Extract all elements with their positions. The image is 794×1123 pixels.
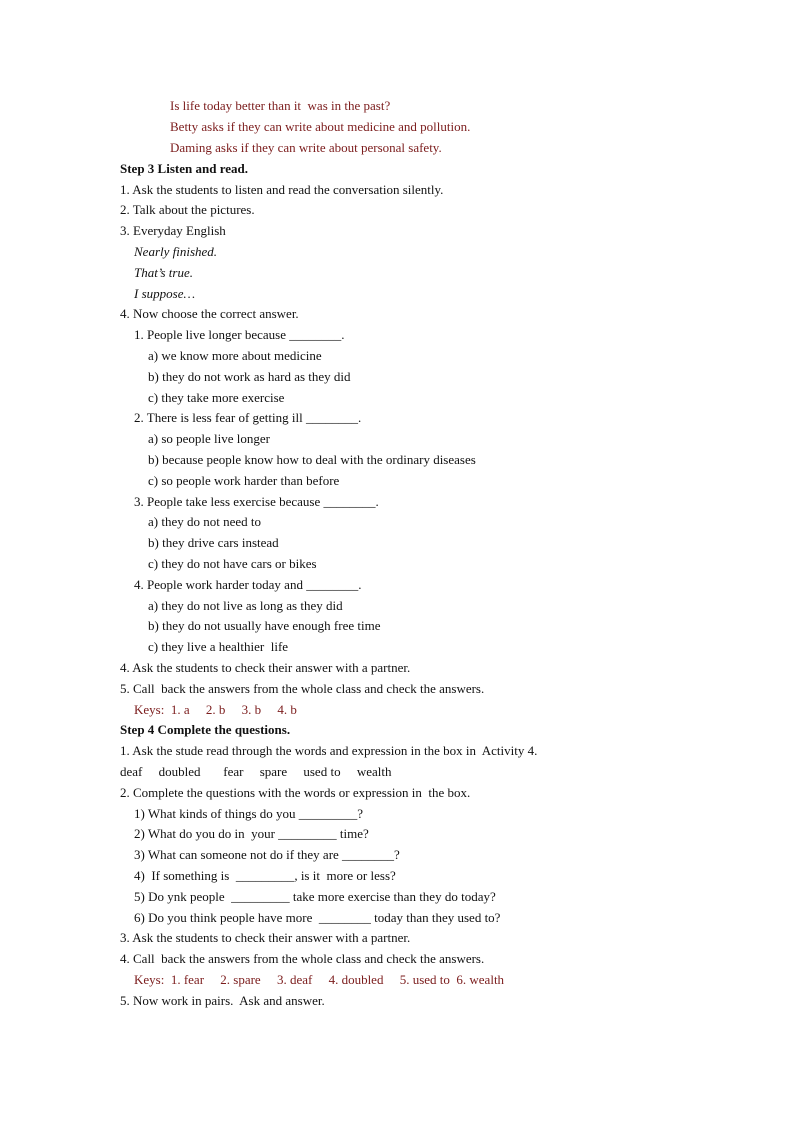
step-3-item-4b: 4. Ask the students to check their answer with a partner.	[120, 660, 411, 675]
question-1: 1. People live longer because ________.	[134, 327, 345, 342]
question-3-option-c: c) they do not have cars or bikes	[148, 556, 317, 571]
question-2-option-a: a) so people live longer	[148, 431, 271, 446]
question-4-option-a: a) they do not live as long as they did	[148, 598, 343, 613]
blank-question-5: 5) Do ynk people _________ take more exercise than they do today?	[134, 889, 496, 904]
step-4-item-1: 1. Ask the stude read through the words and expression in the box in Activity 4.	[120, 743, 538, 758]
question-4: 4. People work harder today and ________.	[134, 577, 362, 592]
everyday-english-1: Nearly finished.	[134, 244, 218, 259]
step-4-item-4: 4. Call back the answers from the whole class and check the answers.	[120, 951, 485, 966]
step-3-item-3: 3. Everyday English	[120, 223, 226, 238]
step-3-item-5: 5. Call back the answers from the whole class and check the answers.	[120, 681, 485, 696]
step-4-item-3: 3. Ask the students to check their answer with a partner.	[120, 930, 411, 945]
everyday-english-2: That’s true.	[134, 265, 193, 280]
question-3-option-b: b) they drive cars instead	[148, 535, 279, 550]
question-4-option-c: c) they live a healthier life	[148, 639, 289, 654]
word-box: deaf doubled fear spare used to wealth	[120, 764, 392, 779]
step-3-keys: Keys: 1. a 2. b 3. b 4. b	[134, 702, 297, 717]
blank-question-6: 6) Do you think people have more ________ today than they used to?	[134, 910, 501, 925]
step-4-keys: Keys: 1. fear 2. spare 3. deaf 4. doubled 5. used to 6. wealth	[134, 972, 505, 987]
step-3-item-2: 2. Talk about the pictures.	[120, 202, 255, 217]
step-4-item-2: 2. Complete the questions with the words or expression in the box.	[120, 785, 471, 800]
question-4-option-b: b) they do not usually have enough free time	[148, 618, 381, 633]
blank-question-2: 2) What do you do in your _________ time?	[134, 826, 369, 841]
question-1-option-a: a) we know more about medicine	[148, 348, 322, 363]
question-3-option-a: a) they do not need to	[148, 514, 261, 529]
question-1-option-c: c) they take more exercise	[148, 390, 285, 405]
context-question-3: Daming asks if they can write about personal safety.	[170, 140, 442, 155]
context-question-2: Betty asks if they can write about medicine and pollution.	[170, 119, 471, 134]
step-3-heading: Step 3 Listen and read.	[120, 161, 248, 176]
question-1-option-b: b) they do not work as hard as they did	[148, 369, 351, 384]
blank-question-3: 3) What can someone not do if they are ________?	[134, 847, 400, 862]
everyday-english-3: I suppose…	[134, 286, 196, 301]
blank-question-1: 1) What kinds of things do you _________?	[134, 806, 364, 821]
question-3: 3. People take less exercise because ________.	[134, 494, 379, 509]
question-2-option-c: c) so people work harder than before	[148, 473, 340, 488]
step-3-item-4: 4. Now choose the correct answer.	[120, 306, 299, 321]
step-3-item-1: 1. Ask the students to listen and read the conversation silently.	[120, 182, 444, 197]
step-4-heading: Step 4 Complete the questions.	[120, 722, 291, 737]
blank-question-4: 4) If something is _________, is it more or less?	[134, 868, 396, 883]
context-question-1: Is life today better than it was in the past?	[170, 98, 391, 113]
step-4-item-5: 5. Now work in pairs. Ask and answer.	[120, 993, 325, 1008]
question-2-option-b: b) because people know how to deal with the ordinary diseases	[148, 452, 476, 467]
question-2: 2. There is less fear of getting ill ________.	[134, 410, 362, 425]
